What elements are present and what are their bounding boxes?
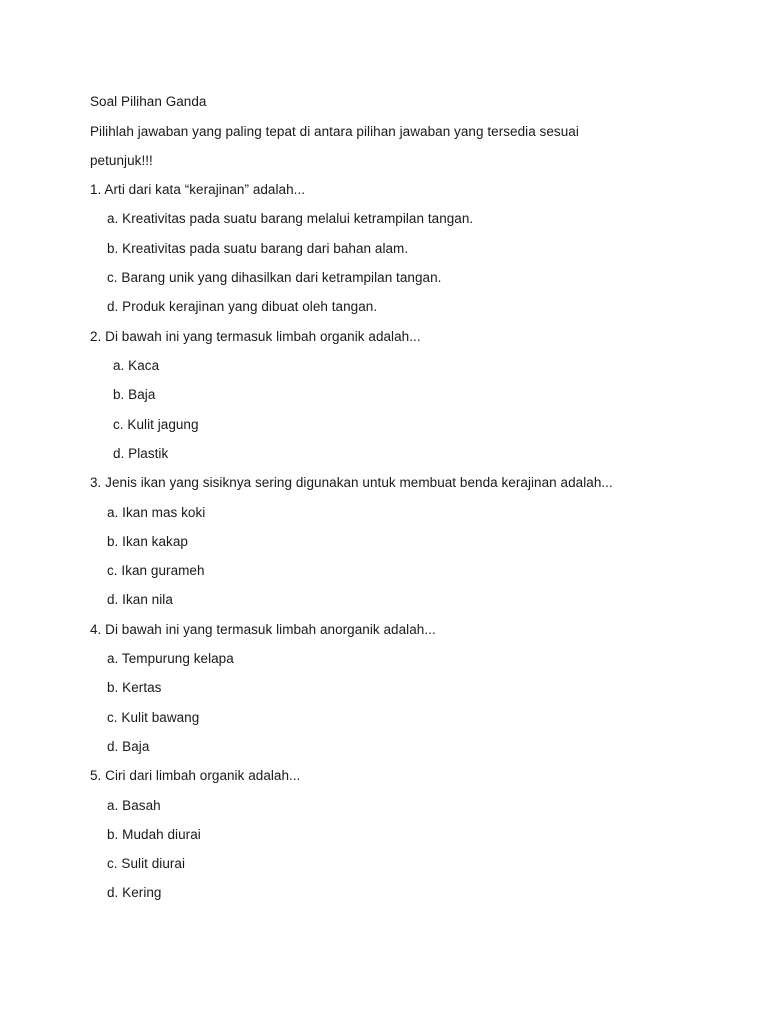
question-5-option-c: c. Sulit diurai [107,856,186,871]
document-title: Soal Pilihan Ganda [90,94,207,109]
question-4-option-c: c. Kulit bawang [107,710,200,725]
question-2-option-d: d. Plastik [113,446,169,461]
question-4-option-b: b. Kertas [107,680,162,695]
question-3-option-d: d. Ikan nila [107,592,173,607]
question-1-option-b: b. Kreativitas pada suatu barang dari bahan alam. [107,241,409,256]
question-5-option-b: b. Mudah diurai [107,827,201,842]
question-3: 3. Jenis ikan yang sisiknya sering digunakan untuk membuat benda kerajinan adalah... [90,475,613,490]
question-5-option-a: a. Basah [107,798,161,813]
question-5: 5. Ciri dari limbah organik adalah... [90,768,301,783]
instruction-line-2: petunjuk!!! [90,153,153,168]
question-1-option-c: c. Barang unik yang dihasilkan dari ketrampilan tangan. [107,270,442,285]
question-1-option-d: d. Produk kerajinan yang dibuat oleh tangan. [107,299,378,314]
question-3-option-b: b. Ikan kakap [107,534,188,549]
question-3-option-c: c. Ikan gurameh [107,563,205,578]
question-1: 1. Arti dari kata “kerajinan” adalah... [90,182,306,197]
question-4: 4. Di bawah ini yang termasuk limbah anorganik adalah... [90,622,436,637]
question-2-option-b: b. Baja [113,387,156,402]
question-1-option-a: a. Kreativitas pada suatu barang melalui ketrampilan tangan. [107,211,474,226]
question-2-option-c: c. Kulit jagung [113,417,199,432]
question-4-option-a: a. Tempurung kelapa [107,651,234,666]
question-4-option-d: d. Baja [107,739,150,754]
question-2-option-a: a. Kaca [113,358,160,373]
question-3-option-a: a. Ikan mas koki [107,505,206,520]
instruction-line-1: Pilihlah jawaban yang paling tepat di antara pilihan jawaban yang tersedia sesuai [90,124,579,139]
question-5-option-d: d. Kering [107,885,162,900]
question-2: 2. Di bawah ini yang termasuk limbah organik adalah... [90,329,421,344]
